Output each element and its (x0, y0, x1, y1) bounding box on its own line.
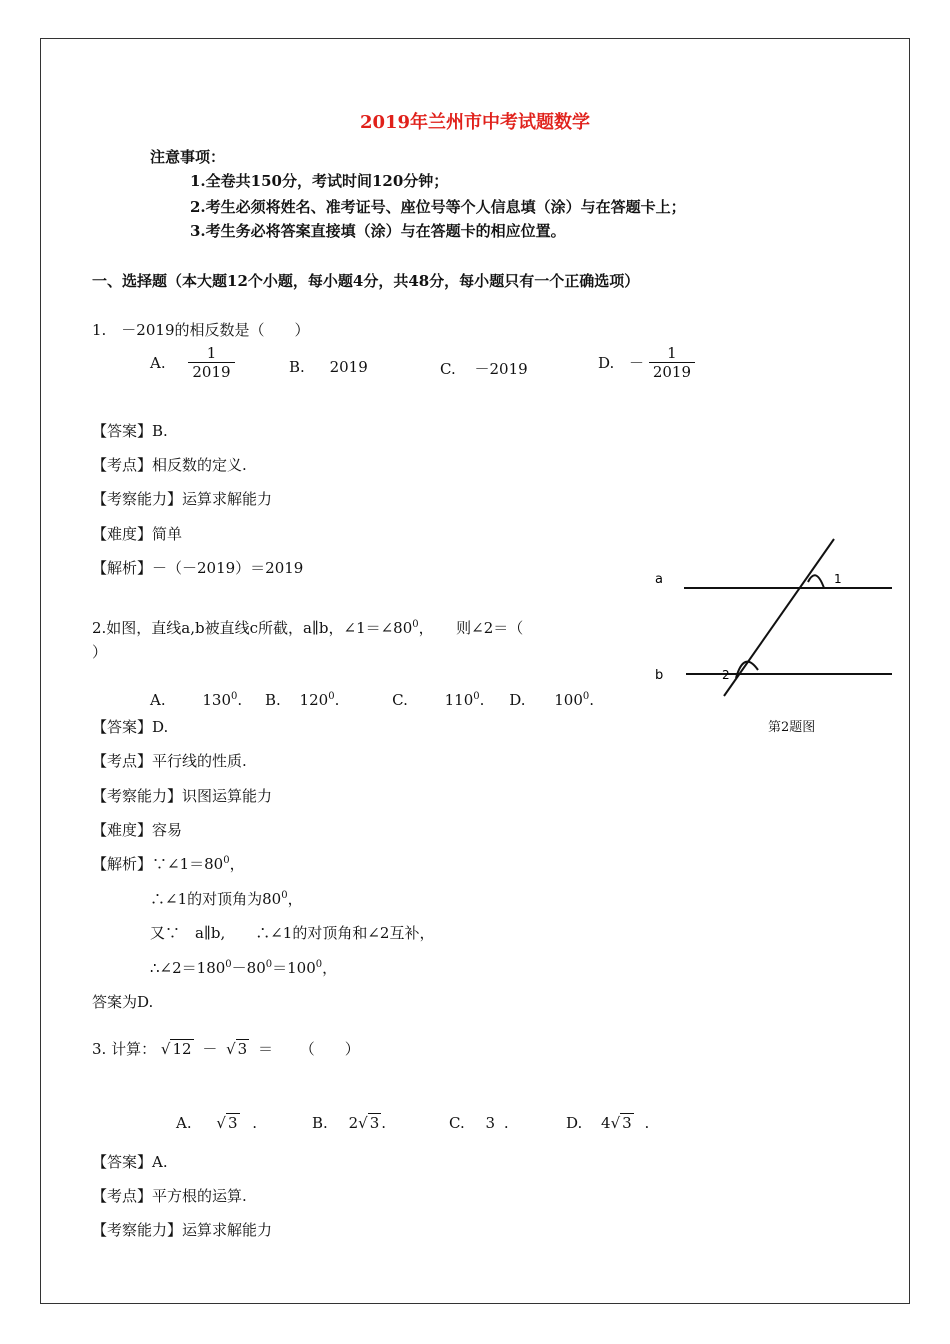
q2-difficulty: 【难度】容易 (92, 821, 183, 839)
q1-difficulty: 【难度】简单 (92, 525, 183, 543)
analysis-text: ＝100 (272, 959, 316, 977)
q2-option-a-value: 130 (202, 691, 232, 709)
sqrt-expression: √ 3 (226, 1040, 248, 1058)
q2-stem-text-2: ， 则∠2＝（ (418, 619, 524, 637)
q1-option-b (289, 358, 368, 376)
q1-option-d-sign: － (629, 354, 645, 372)
analysis-punct: ， (322, 959, 338, 977)
q3-option-b (312, 1114, 386, 1132)
degree-mark: 0 (225, 959, 232, 970)
degree-mark: 0 (328, 691, 335, 702)
dot: . (644, 1114, 650, 1132)
fraction-numerator: 1 (667, 344, 677, 362)
dot: . (334, 691, 340, 709)
q2-option-b-value: 120 (299, 691, 329, 709)
notice-item: 1.全卷共150分，考试时间120分钟； (190, 172, 449, 190)
q1-options (150, 344, 235, 381)
degree-mark: 0 (315, 959, 323, 970)
degree-mark: 0 (582, 691, 590, 702)
q3-option-b-label: B. (312, 1114, 328, 1132)
q3-option-a (176, 1114, 257, 1132)
minus-sign: － (202, 1040, 218, 1058)
q1-option-b-value: 2019 (329, 358, 368, 376)
radicand: 3 (622, 1114, 632, 1132)
analysis-punct: ， (229, 855, 245, 873)
sqrt-expression: √ 12 (160, 1040, 192, 1058)
analysis-text: －80 (231, 959, 266, 977)
q3-option-c (449, 1114, 509, 1132)
fraction-denominator: 2019 (188, 362, 234, 381)
q1-option-a-fraction (188, 344, 234, 381)
q1-option-a-label: A. (150, 353, 166, 372)
q2-analysis-4 (150, 957, 337, 978)
dot: . (237, 691, 243, 709)
q1-answer: 【答案】B. (92, 422, 168, 440)
q2-analysis-3: 又∵ a∥b, ∴∠1的对顶角和∠2互补， (150, 924, 435, 942)
q2-option-a-label: A. (150, 691, 166, 709)
q2-options (150, 691, 594, 709)
analysis-punct: ， (287, 890, 303, 908)
radicand: 3 (227, 1114, 238, 1132)
q2-option-c-label: C. (392, 691, 408, 709)
q2-option-d-label: D. (509, 691, 526, 709)
equals-sign: ＝ (258, 1040, 274, 1058)
degree-mark: 0 (412, 619, 419, 630)
q3-option-d (566, 1114, 649, 1132)
q2-stem (92, 617, 523, 638)
doc-title: 2019年兰州市中考试题数学 (359, 112, 591, 133)
q3-point: 【考点】平方根的运算. (92, 1187, 247, 1205)
coefficient: 4 (601, 1114, 611, 1132)
label-angle1: 1 (834, 572, 842, 586)
analysis-text: ∴∠2＝180 (150, 959, 226, 977)
analysis-text: 【解析】∵∠1＝80 (92, 855, 224, 873)
sqrt-expression: √ 3 (358, 1114, 380, 1132)
q3-option-c-label: C. (449, 1114, 465, 1132)
notice-item: 3.考生务必将答案直接填（涂）与在答题卡的相应位置。 (190, 222, 566, 240)
q1-option-c-value: －2019 (474, 360, 528, 378)
fraction-numerator: 1 (206, 344, 217, 362)
q2-option-d-value: 100 (554, 691, 583, 709)
angle1-arc (808, 575, 824, 588)
q3-ability: 【考察能力】运算求解能力 (92, 1221, 273, 1239)
radicand: 12 (172, 1040, 192, 1058)
q1-stem: 1. －2019的相反数是（ ） (92, 321, 310, 339)
dot: . (252, 1114, 258, 1132)
notice-item: 2.考生必须将姓名、准考证号、座位号等个人信息填（涂）与在答题卡上； (190, 198, 686, 216)
q1-option-c (440, 358, 528, 379)
degree-mark: 0 (231, 691, 238, 702)
dot: . (503, 1114, 509, 1132)
sqrt-expression: √ 3 (216, 1114, 238, 1132)
label-b: b (655, 668, 664, 683)
degree-mark: 0 (281, 890, 288, 901)
sqrt-expression: √ 3 (610, 1114, 632, 1132)
q3-option-a-label: A. (176, 1114, 192, 1132)
q2-final: 答案为D. (92, 993, 154, 1011)
q1-analysis: 【解析】－（－2019）＝2019 (92, 559, 304, 577)
q2-stem-text: 2.如图，直线a,b被直线c所截，a∥b，∠1＝∠80 (92, 619, 413, 637)
q2-ability: 【考察能力】识图运算能力 (92, 787, 273, 805)
fraction-denominator: 2019 (649, 362, 695, 381)
answer-paren: （ ） (299, 1040, 360, 1058)
coefficient: 2 (348, 1114, 359, 1132)
degree-mark: 0 (265, 959, 273, 970)
notice-heading: 注意事项： (150, 148, 226, 166)
q3-option-d-label: D. (566, 1114, 583, 1132)
radicand: 3 (237, 1040, 248, 1058)
q1-option-d (598, 344, 695, 381)
degree-mark: 0 (473, 691, 480, 702)
q3-answer: 【答案】A. (92, 1153, 168, 1171)
q1-option-c-label: C. (440, 360, 456, 378)
q2-point: 【考点】平行线的性质. (92, 752, 247, 770)
q1-option-d-fraction (649, 344, 695, 381)
radicand: 3 (369, 1114, 380, 1132)
dot: . (479, 691, 485, 709)
q2-analysis-2 (150, 888, 303, 909)
q2-option-c-value: 110 (444, 691, 474, 709)
line-c (724, 539, 834, 696)
q3-stem-text: 3. 计算： (92, 1040, 157, 1058)
q1-point: 【考点】相反数的定义. (92, 456, 247, 474)
q2-figure (640, 536, 910, 700)
label-a: a (655, 572, 663, 587)
figure-caption: 第2题图 (768, 720, 816, 735)
label-angle2: 2 (722, 668, 730, 682)
section-heading: 一、选择题（本大题12个小题，每小题4分，共48分，每小题只有一个正确选项） (92, 272, 640, 290)
degree-mark: 0 (223, 855, 230, 866)
q2-analysis-1 (92, 853, 245, 874)
dot: . (589, 691, 595, 709)
q1-ability: 【考察能力】运算求解能力 (92, 490, 273, 508)
q2-stem-close: ） (92, 643, 108, 661)
q1-option-d-label: D. (598, 353, 615, 372)
q1-option-b-label: B. (289, 358, 305, 376)
analysis-text: ∴∠1的对顶角为80 (150, 890, 282, 908)
dot: . (381, 1114, 387, 1132)
q3-stem (92, 1038, 360, 1059)
q2-answer: 【答案】D. (92, 718, 169, 736)
q3-option-c-value: 3 (485, 1114, 496, 1132)
q2-option-b-label: B. (264, 691, 281, 709)
